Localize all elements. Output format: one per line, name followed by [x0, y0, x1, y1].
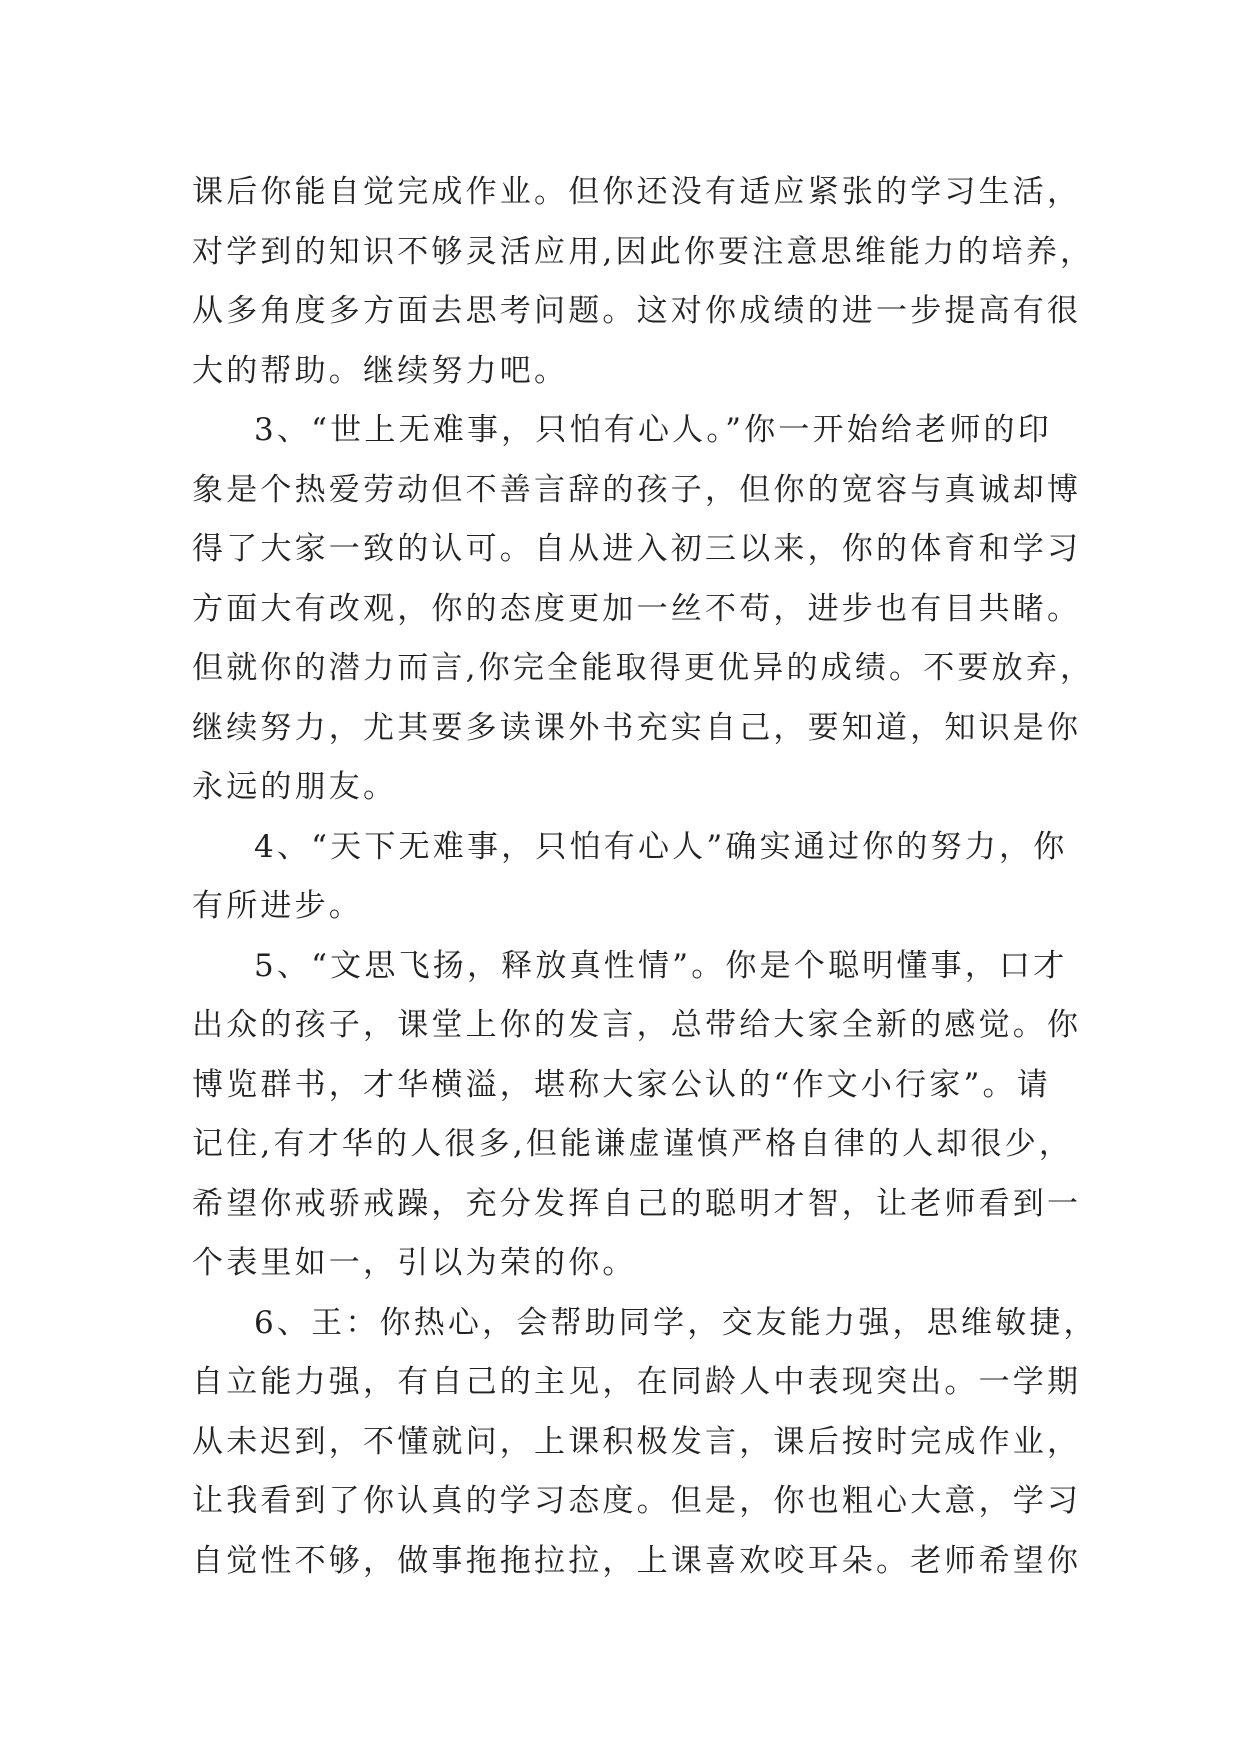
text-line: 方面大有改观，你的态度更加一丝不苟，进步也有目共睹。: [192, 590, 1082, 627]
text-line: 课后你能自觉完成作业。但你还没有适应紧张的学习生活，: [192, 174, 1082, 210]
text-line: 自觉性不够，做事拖拖拉拉，上课喜欢咬耳朵。老师希望你: [192, 1542, 1082, 1579]
text-line: 象是个热爱劳动但不善言辞的孩子，但你的宽容与真诚却博: [192, 471, 1082, 508]
text-line: 出众的孩子，课堂上你的发言，总带给大家全新的感觉。你: [192, 1007, 1082, 1043]
paragraph-first-line: 6、王：你热心，会帮助同学，交友能力强，思维敏捷，: [254, 1304, 1098, 1341]
text-line: 自立能力强，有自己的主见，在同龄人中表现突出。一学期: [192, 1364, 1082, 1400]
paragraph-first-line: 4、“天下无难事，只怕有心人”确实通过你的努力，你: [254, 828, 1068, 865]
text-line: 有所进步。: [192, 888, 363, 924]
text-line: 记住,有才华的人很多,但能谦虚谨慎严格自律的人却很少，: [192, 1126, 1074, 1162]
text-line: 个表里如一，引以为荣的你。: [192, 1245, 637, 1281]
text-line: 继续努力，尤其要多读课外书充实自己，要知道，知识是你: [192, 709, 1082, 746]
paragraph-first-line: 5、“文思飞扬，释放真性情”。你是个聪明懂事，口才: [254, 947, 1068, 984]
paragraph-first-line: 3、“世上无难事，只怕有心人。”你一开始给老师的印: [254, 412, 1052, 448]
text-line: 永远的朋友。: [192, 769, 398, 805]
text-line: 得了大家一致的认可。自从进入初三以来，你的体育和学习: [192, 531, 1082, 567]
body-text: [192, 163, 1098, 1591]
text-line: 博览群书，才华横溢，堪称大家公认的“作文小行家”。请: [192, 1066, 1051, 1103]
text-line: 从未迟到，不懂就问，上课积极发言，课后按时完成作业，: [192, 1423, 1082, 1460]
text-line: 大的帮助。继续努力吧。: [192, 352, 569, 389]
text-line: 对学到的知识不够灵活应用,因此你要注意思维能力的培养，: [192, 233, 1095, 270]
text-line: 但就你的潜力而言,你完全能取得更优异的成绩。不要放弃，: [192, 650, 1095, 686]
text-line: 从多角度多方面去思考问题。这对你成绩的进一步提高有很: [192, 293, 1082, 329]
text-line: 让我看到了你认真的学习态度。但是，你也粗心大意，学习: [192, 1483, 1082, 1519]
text-line: 希望你戒骄戒躁，充分发挥自己的聪明才智，让老师看到一: [192, 1185, 1082, 1222]
